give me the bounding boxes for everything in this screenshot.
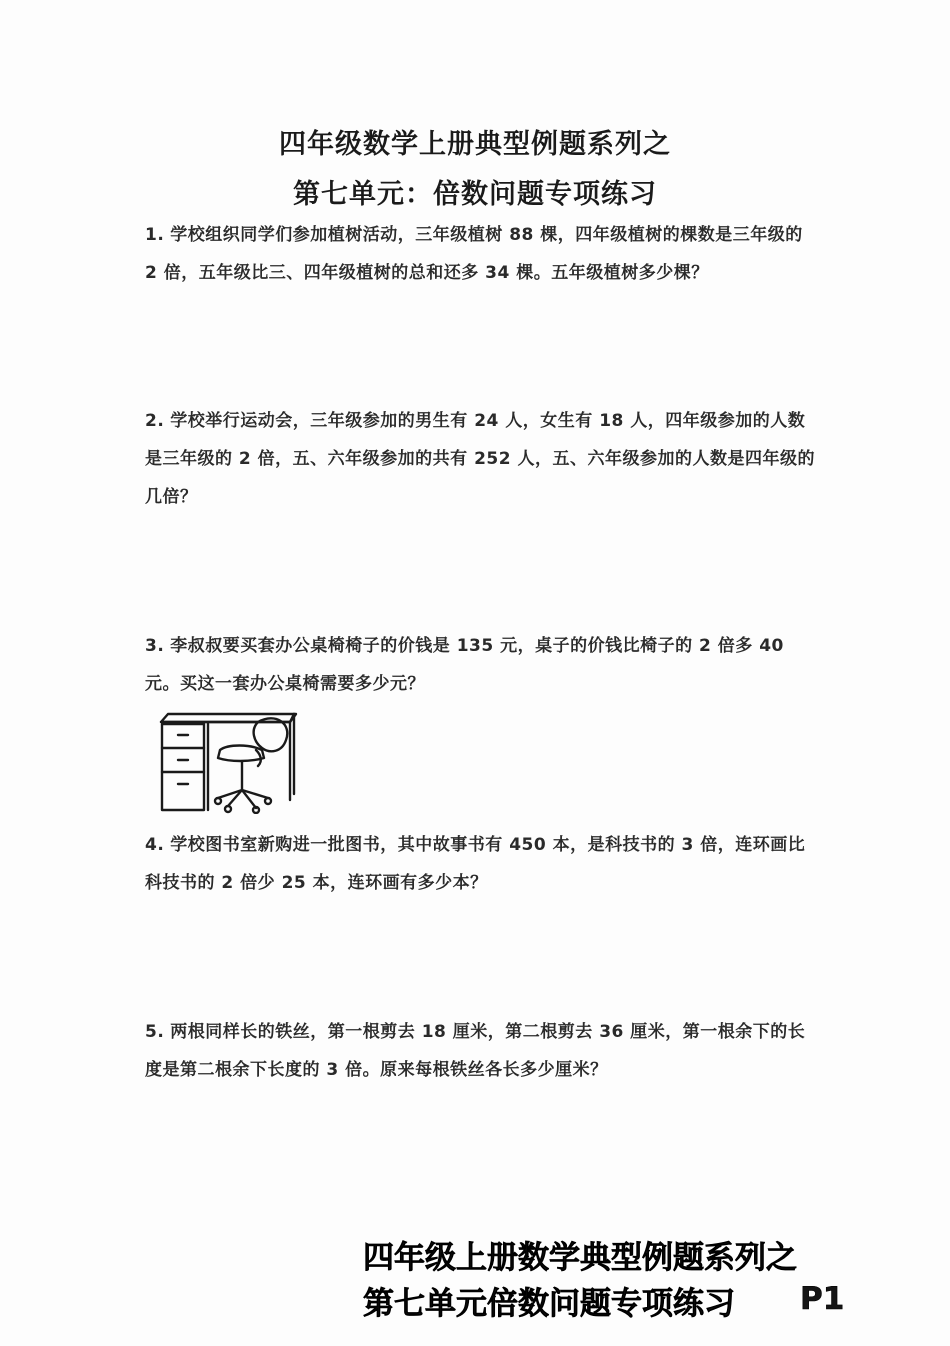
question-text: 学校举行运动会，三年级参加的男生有 24 人，女生有 18 人，四年级参加的人数是三年级的 2 倍，五、六年级参加的共有 252 人，五、六年级参加的人数是四年级的几倍？ <box>145 411 815 507</box>
question-number: 5. <box>145 1022 165 1042</box>
question-number: 1. <box>145 225 165 245</box>
question-3 <box>145 627 815 703</box>
question-number: 3. <box>145 636 165 656</box>
question-text: 学校图书室新购进一批图书，其中故事书有 450 本，是科技书的 3 倍，连环画比科技书的 2 倍少 25 本，连环画有多少本？ <box>145 835 806 893</box>
question-1 <box>145 216 815 292</box>
question-number: 2. <box>145 411 165 431</box>
question-text: 学校组织同学们参加植树活动，三年级植树 88 棵，四年级植树的棵数是三年级的 2 倍，五年级比三、四年级植树的总和还多 34 棵。五年级植树多少棵？ <box>145 225 803 283</box>
page-title: 四年级数学上册典型例题系列之 <box>279 129 671 160</box>
question-number: 4. <box>145 835 165 855</box>
question-4 <box>145 826 815 902</box>
page-subtitle: 第七单元：倍数问题专项练习 <box>293 179 657 210</box>
footer-line-1: 四年级上册数学典型例题系列之 <box>363 1240 797 1276</box>
question-text: 李叔叔要买套办公桌椅椅子的价钱是 135 元，桌子的价钱比椅子的 2 倍多 40 元。买这一套办公桌椅需要多少元？ <box>145 636 784 694</box>
question-text: 两根同样长的铁丝，第一根剪去 18 厘米，第二根剪去 36 厘米，第一根余下的长度是第二根余下长度的 3 倍。原来每根铁丝各长多少厘米？ <box>145 1022 806 1080</box>
question-2 <box>145 402 815 516</box>
footer-caption <box>363 1235 797 1327</box>
question-5 <box>145 1013 815 1089</box>
footer-line-2: 第七单元倍数问题专项练习 <box>363 1286 735 1322</box>
desk-chair-icon <box>158 710 300 814</box>
page-number: P1 <box>800 1281 845 1317</box>
